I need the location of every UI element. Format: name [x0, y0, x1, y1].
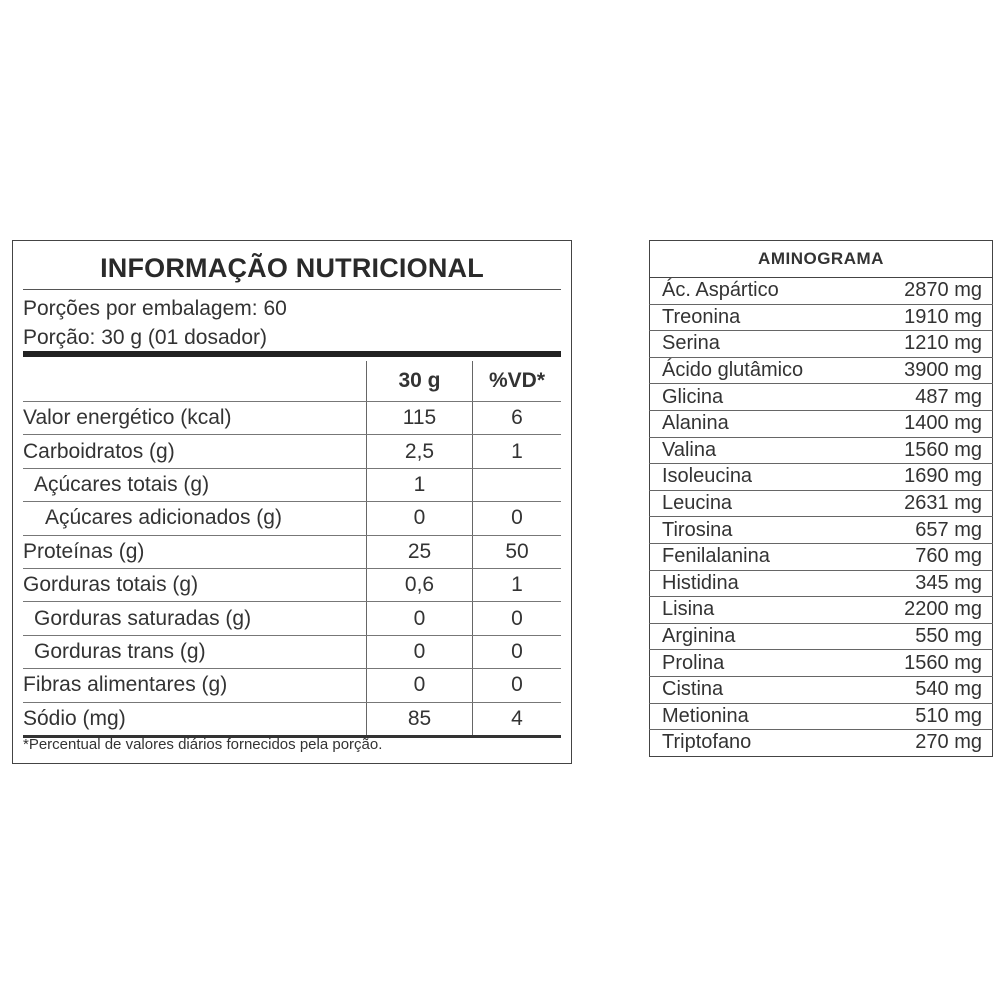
nutrient-qty: 115 — [367, 402, 473, 435]
table-row — [650, 597, 993, 624]
nutrient-label: Açúcares adicionados (g) — [45, 506, 282, 530]
amino-name: Alanina — [650, 410, 863, 437]
amino-name: Ácido glutâmico — [650, 357, 863, 384]
header-qty: 30 g — [367, 361, 473, 402]
amino-value: 345 mg — [862, 570, 992, 597]
aminogram-table — [649, 240, 993, 757]
nutrient-vd: 0 — [473, 502, 562, 535]
nutrient-vd: 1 — [473, 568, 562, 601]
amino-value: 510 mg — [862, 703, 992, 730]
table-row — [23, 635, 561, 668]
table-row — [23, 568, 561, 601]
table-row — [650, 703, 993, 730]
table-row — [23, 502, 561, 535]
nutrient-vd: 50 — [473, 535, 562, 568]
amino-value: 2631 mg — [862, 490, 992, 517]
nutrient-label: Carboidratos (g) — [23, 439, 175, 463]
table-row — [23, 702, 561, 736]
header-label — [23, 361, 367, 402]
nutrient-label: Açúcares totais (g) — [34, 472, 210, 496]
amino-name: Valina — [650, 437, 863, 464]
table-row — [650, 543, 993, 570]
footnote: *Percentual de valores diários fornecidos pela porção. — [23, 736, 383, 753]
amino-name: Fenilalanina — [650, 543, 863, 570]
nutrient-qty: 0 — [367, 635, 473, 668]
nutrient-qty: 0 — [367, 502, 473, 535]
title-divider — [23, 289, 561, 290]
amino-value: 1690 mg — [862, 464, 992, 491]
amino-name: Isoleucina — [650, 464, 863, 491]
table-row — [23, 402, 561, 435]
table-row — [23, 669, 561, 702]
nutrient-vd — [473, 468, 562, 501]
amino-name: Histidina — [650, 570, 863, 597]
table-row — [23, 535, 561, 568]
table-row — [650, 570, 993, 597]
table-row — [650, 517, 993, 544]
amino-name: Ác. Aspártico — [650, 278, 863, 305]
amino-name: Leucina — [650, 490, 863, 517]
table-row — [650, 357, 993, 384]
thick-divider — [23, 351, 561, 357]
nutrient-label: Gorduras saturadas (g) — [34, 606, 252, 630]
nutrient-vd: 6 — [473, 402, 562, 435]
nutrient-vd: 4 — [473, 702, 562, 736]
nutrient-qty: 85 — [367, 702, 473, 736]
nutrient-label: Sódio (mg) — [23, 706, 126, 730]
amino-name: Glicina — [650, 384, 863, 411]
nutrient-label: Proteínas (g) — [23, 539, 145, 563]
amino-value: 1210 mg — [862, 331, 992, 358]
nutrition-title: INFORMAÇÃO NUTRICIONAL — [100, 253, 484, 283]
nutrient-vd: 0 — [473, 602, 562, 635]
amino-value: 2200 mg — [862, 597, 992, 624]
nutrient-qty: 2,5 — [367, 435, 473, 468]
table-row — [23, 602, 561, 635]
nutrient-qty: 0 — [367, 669, 473, 702]
table-row — [650, 410, 993, 437]
amino-value: 1560 mg — [862, 650, 992, 677]
amino-value: 2870 mg — [862, 278, 992, 305]
table-row — [650, 278, 993, 305]
table-row — [650, 464, 993, 491]
header-vd: %VD* — [473, 361, 562, 402]
nutrient-vd: 1 — [473, 435, 562, 468]
nutrient-label: Valor energético (kcal) — [23, 406, 232, 430]
amino-name: Metionina — [650, 703, 863, 730]
table-row — [650, 384, 993, 411]
amino-name: Serina — [650, 331, 863, 358]
amino-name: Prolina — [650, 650, 863, 677]
table-row — [23, 435, 561, 468]
table-row — [650, 650, 993, 677]
amino-name: Triptofano — [662, 731, 752, 754]
amino-name: Lisina — [650, 597, 863, 624]
amino-value: 540 mg — [862, 676, 992, 703]
nutrient-label: Fibras alimentares (g) — [23, 673, 228, 697]
aminogram-title: AMINOGRAMA — [650, 241, 993, 278]
table-row — [650, 304, 993, 331]
nutrient-qty: 0,6 — [367, 568, 473, 601]
table-row — [23, 468, 561, 501]
nutrient-vd: 0 — [473, 635, 562, 668]
table-row — [650, 437, 993, 464]
table-row — [650, 331, 993, 358]
amino-name: Arginina — [650, 623, 863, 650]
amino-value: 1910 mg — [862, 304, 992, 331]
amino-value: 270 mg — [915, 731, 982, 754]
table-row — [650, 676, 993, 703]
amino-value: 1560 mg — [862, 437, 992, 464]
amino-name: Tirosina — [650, 517, 863, 544]
nutrient-qty: 0 — [367, 602, 473, 635]
amino-value: 3900 mg — [862, 357, 992, 384]
nutrition-header-row — [23, 361, 561, 402]
amino-value: 550 mg — [862, 623, 992, 650]
nutrient-label: Gorduras totais (g) — [23, 573, 199, 597]
table-row — [650, 490, 993, 517]
amino-value: 1400 mg — [862, 410, 992, 437]
nutrient-qty: 25 — [367, 535, 473, 568]
table-row — [650, 623, 993, 650]
amino-name: Treonina — [650, 304, 863, 331]
nutrient-vd: 0 — [473, 669, 562, 702]
portion-size: Porção: 30 g (01 dosador) — [23, 326, 267, 349]
amino-value: 760 mg — [862, 543, 992, 570]
nutrition-facts-panel — [12, 240, 572, 764]
nutrition-table — [23, 361, 561, 738]
portions-per-package: Porções por embalagem: 60 — [23, 297, 287, 320]
nutrient-label: Gorduras trans (g) — [34, 639, 206, 663]
amino-name: Cistina — [650, 676, 863, 703]
nutrient-qty: 1 — [367, 468, 473, 501]
table-row — [650, 730, 993, 757]
amino-value: 657 mg — [862, 517, 992, 544]
aminogram-header-row — [650, 241, 993, 278]
amino-value: 487 mg — [862, 384, 992, 411]
